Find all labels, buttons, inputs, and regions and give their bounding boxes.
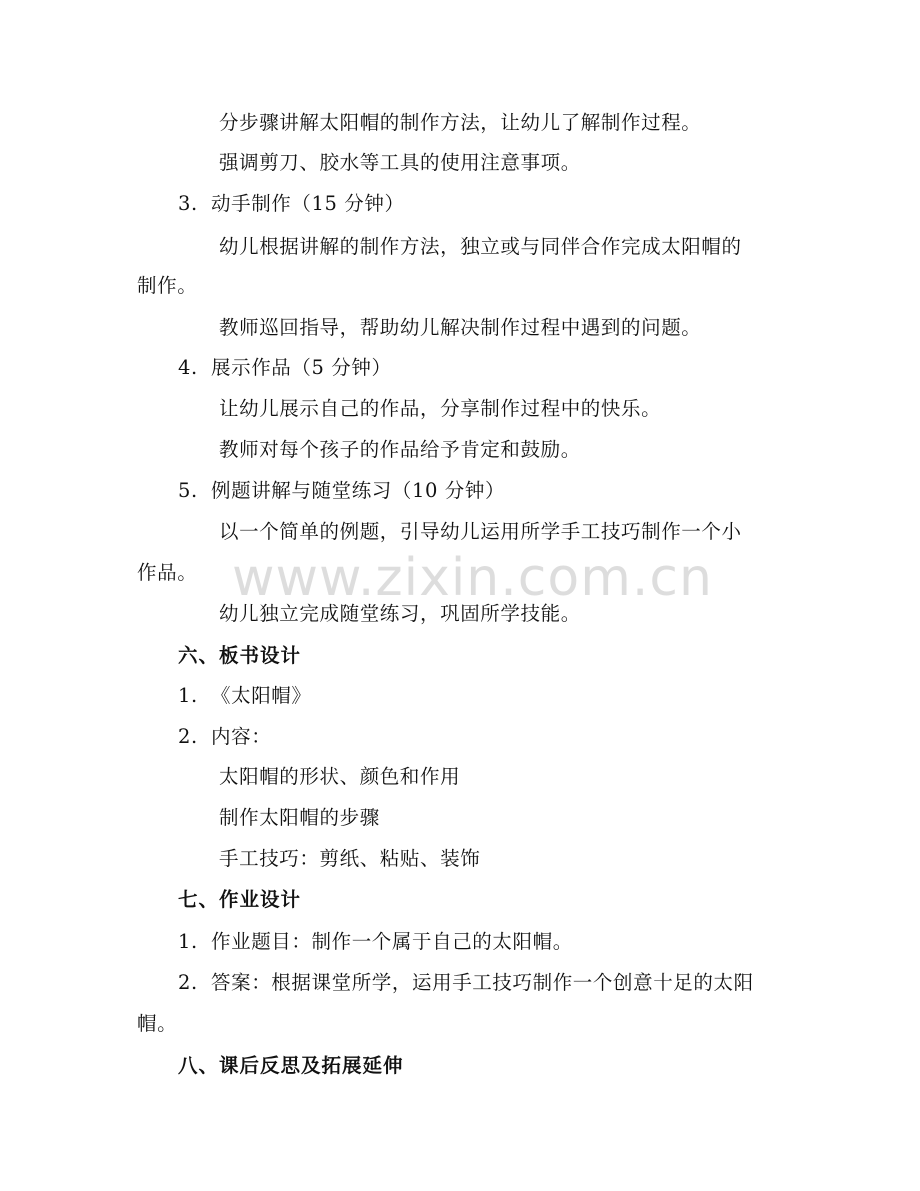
paragraph-text: 教师巡回指导，帮助幼儿解决制作过程中遇到的问题。 xyxy=(219,316,702,339)
list-number: 1. xyxy=(178,930,198,953)
section-heading-text: 七、作业设计 xyxy=(178,888,302,911)
paragraph xyxy=(219,396,661,422)
paragraph-text: 分步骤讲解太阳帽的制作方法，让幼儿了解制作过程。 xyxy=(219,111,702,134)
paragraph-text: 教师对每个孩子的作品给予肯定和鼓励。 xyxy=(219,438,581,461)
paragraph-text: 幼儿独立完成随堂练习，巩固所学技能。 xyxy=(219,602,581,625)
step-title: 例题讲解与随堂练习（10 分钟） xyxy=(211,479,506,502)
step-heading xyxy=(178,355,392,381)
section-heading xyxy=(178,1053,404,1079)
paragraph xyxy=(219,234,742,260)
paragraph-continuation xyxy=(137,273,197,299)
step-title: 动手制作（15 分钟） xyxy=(211,192,405,215)
sub-item xyxy=(219,846,480,872)
sub-item xyxy=(219,764,460,790)
section-heading xyxy=(178,887,301,913)
list-number: 2. xyxy=(178,725,198,748)
sub-item-text: 手工技巧：剪纸、粘贴、装饰 xyxy=(219,847,481,870)
paragraph-text: 帽。 xyxy=(137,1012,178,1035)
step-number: 3. xyxy=(178,192,198,215)
sub-item xyxy=(219,805,380,831)
paragraph-text: 作品。 xyxy=(137,561,198,584)
list-item xyxy=(178,683,312,709)
list-text: 《太阳帽》 xyxy=(211,684,312,707)
paragraph-continuation xyxy=(137,560,197,586)
sub-item-text: 制作太阳帽的步骤 xyxy=(219,806,380,829)
list-item xyxy=(178,724,271,750)
step-number: 4. xyxy=(178,356,198,379)
step-heading xyxy=(178,478,505,504)
step-number: 5. xyxy=(178,479,198,502)
list-text: 作业题目：制作一个属于自己的太阳帽。 xyxy=(211,930,573,953)
paragraph xyxy=(219,315,701,341)
list-text: 内容： xyxy=(211,725,272,748)
section-heading xyxy=(178,643,301,669)
paragraph xyxy=(219,110,701,136)
sub-item-text: 太阳帽的形状、颜色和作用 xyxy=(219,765,461,788)
watermark: www.zixin.com.cn xyxy=(232,548,713,608)
step-title: 展示作品（5 分钟） xyxy=(211,356,392,379)
paragraph-continuation xyxy=(137,1011,177,1037)
list-item xyxy=(178,970,754,996)
list-number: 2. xyxy=(178,971,198,994)
section-heading-text: 八、课后反思及拓展延伸 xyxy=(178,1054,404,1077)
section-heading-text: 六、板书设计 xyxy=(178,644,302,667)
paragraph-text: 让幼儿展示自己的作品，分享制作过程中的快乐。 xyxy=(219,397,662,420)
paragraph xyxy=(219,150,581,176)
step-heading xyxy=(178,191,405,217)
paragraph-text: 强调剪刀、胶水等工具的使用注意事项。 xyxy=(219,151,581,174)
paragraph-text: 制作。 xyxy=(137,274,198,297)
paragraph xyxy=(219,437,581,463)
paragraph-text: 幼儿根据讲解的制作方法，独立或与同伴合作完成太阳帽的 xyxy=(219,235,742,258)
list-item xyxy=(178,929,573,955)
list-text: 答案：根据课堂所学，运用手工技巧制作一个创意十足的太阳 xyxy=(211,971,754,994)
paragraph-text: 以一个简单的例题，引导幼儿运用所学手工技巧制作一个小 xyxy=(219,520,742,543)
list-number: 1. xyxy=(178,684,198,707)
paragraph xyxy=(219,519,742,545)
